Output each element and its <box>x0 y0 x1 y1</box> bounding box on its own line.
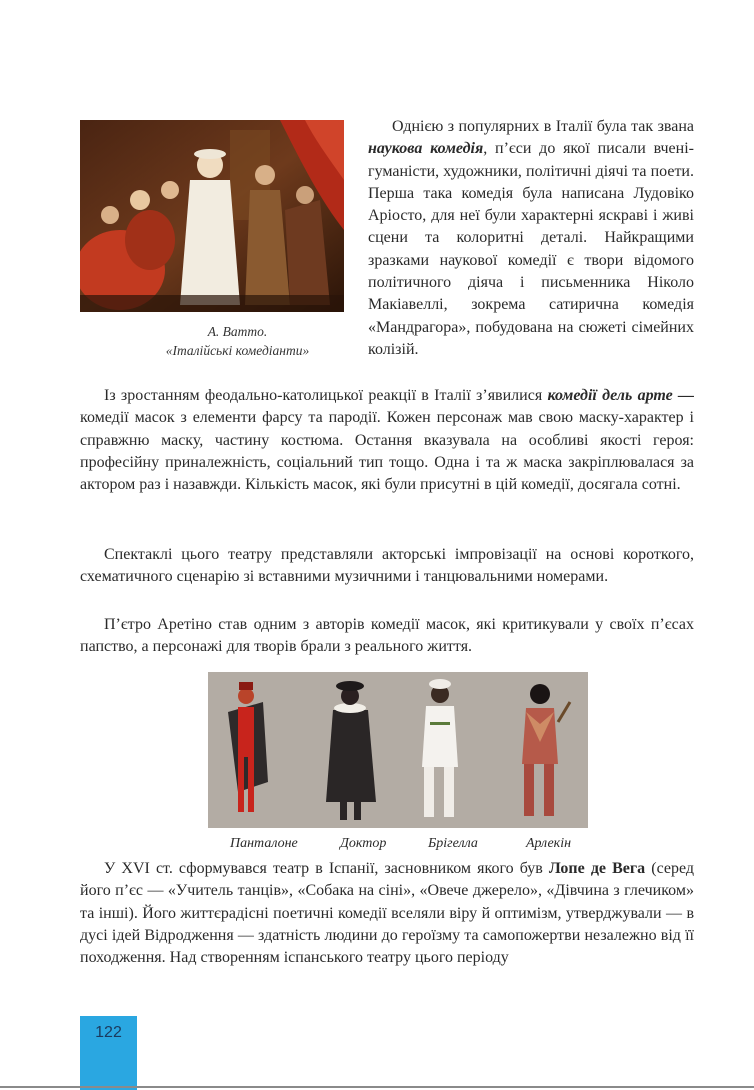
label-doctor: Доктор <box>340 836 387 851</box>
label-arlecchino: Арлекін <box>526 836 572 851</box>
paragraph-text: комедії масок з елементи фарсу та пародії. Кожен персонаж мав свою маску-характер і справжню маску, частину костюма. Остання вказувала на особливі якості героя: професійну приналежність, соціальний тип тощо. Одна і та ж маска закріплювалася за актором раз і назавжди. Кількість масок, які були присутні в цій комедії, досягала сотні. <box>80 409 694 494</box>
paragraph-performances: Спектаклі цього театру представляли акторські імпровізації на основі короткого, схематичного сценарію зі вставними музичними і танцювальними номерами. <box>80 546 694 586</box>
paragraph-text: Із зростанням феодально-католицької реакції в Італії з’явилися <box>104 387 548 404</box>
commedia-characters-image <box>208 672 588 828</box>
term-scientific-comedy: наукова комедія <box>368 140 484 158</box>
character-labels <box>208 836 628 856</box>
painting-caption-title: «Італійські комедіанти» <box>165 343 310 358</box>
paragraph-text: У XVI ст. сформувався театр в Іспанії, засновником якого був <box>104 860 549 877</box>
paragraph-commedia-dell-arte <box>80 385 694 496</box>
paragraph-pietro-aretino: П’єтро Аретіно став одним з авторів комедії масок, які критикували у своїх п’єсах папство, а персонажі для творів брали з реального життя. <box>80 616 694 656</box>
paragraph-scientific-comedy <box>368 116 694 361</box>
paragraph-text: Однією з популярних в Італії була так звана <box>392 118 694 135</box>
term-lope-de-vega: Лопе де Вега <box>548 860 646 877</box>
characters-illustration <box>208 672 588 828</box>
page-number-tab <box>80 1016 137 1090</box>
label-pantalone: Панталоне <box>230 836 298 851</box>
bottom-divider <box>0 1086 754 1088</box>
painting-caption <box>150 322 325 360</box>
paragraph-spanish-theatre <box>80 858 694 969</box>
painting-caption-author: А. Ватто. <box>207 324 268 339</box>
paragraph-text: (серед його п’єс — «Учитель танців», «Собака на сіні», «Овече джерело», «Дівчина з глечиком» та інші). Його життєрадісні поетичні комедії вселяли віру й оптимізм, утверджували — в дусі ідей Відродження — здатність людини до героїзму та самопожертви незалежно від її походження. Над створенням іспанського театру цього періоду <box>80 860 695 967</box>
paragraph-text: , п’єси до якої писали вчені-гуманісти, художники, політичні діячі та поети. Перша така комедія була написана Лудовіко Аріосто, для неї були характерні яскраві і живі сцени та колоритні деталі. Найкращими зразками наукової комедії є твори відомого політичного діяча і письменника Ніколо Макіавеллі, зокрема сатирична комедія «Мандрагора», побудована на сюжеті сімейних колізій. <box>368 140 694 358</box>
painting-image <box>80 120 344 312</box>
page-number: 122 <box>95 1024 122 1041</box>
term-commedia-dell-arte: комедії дель арте — <box>547 387 694 404</box>
label-brighella: Брігелла <box>428 836 478 851</box>
painting-italian-comedians <box>80 120 344 312</box>
